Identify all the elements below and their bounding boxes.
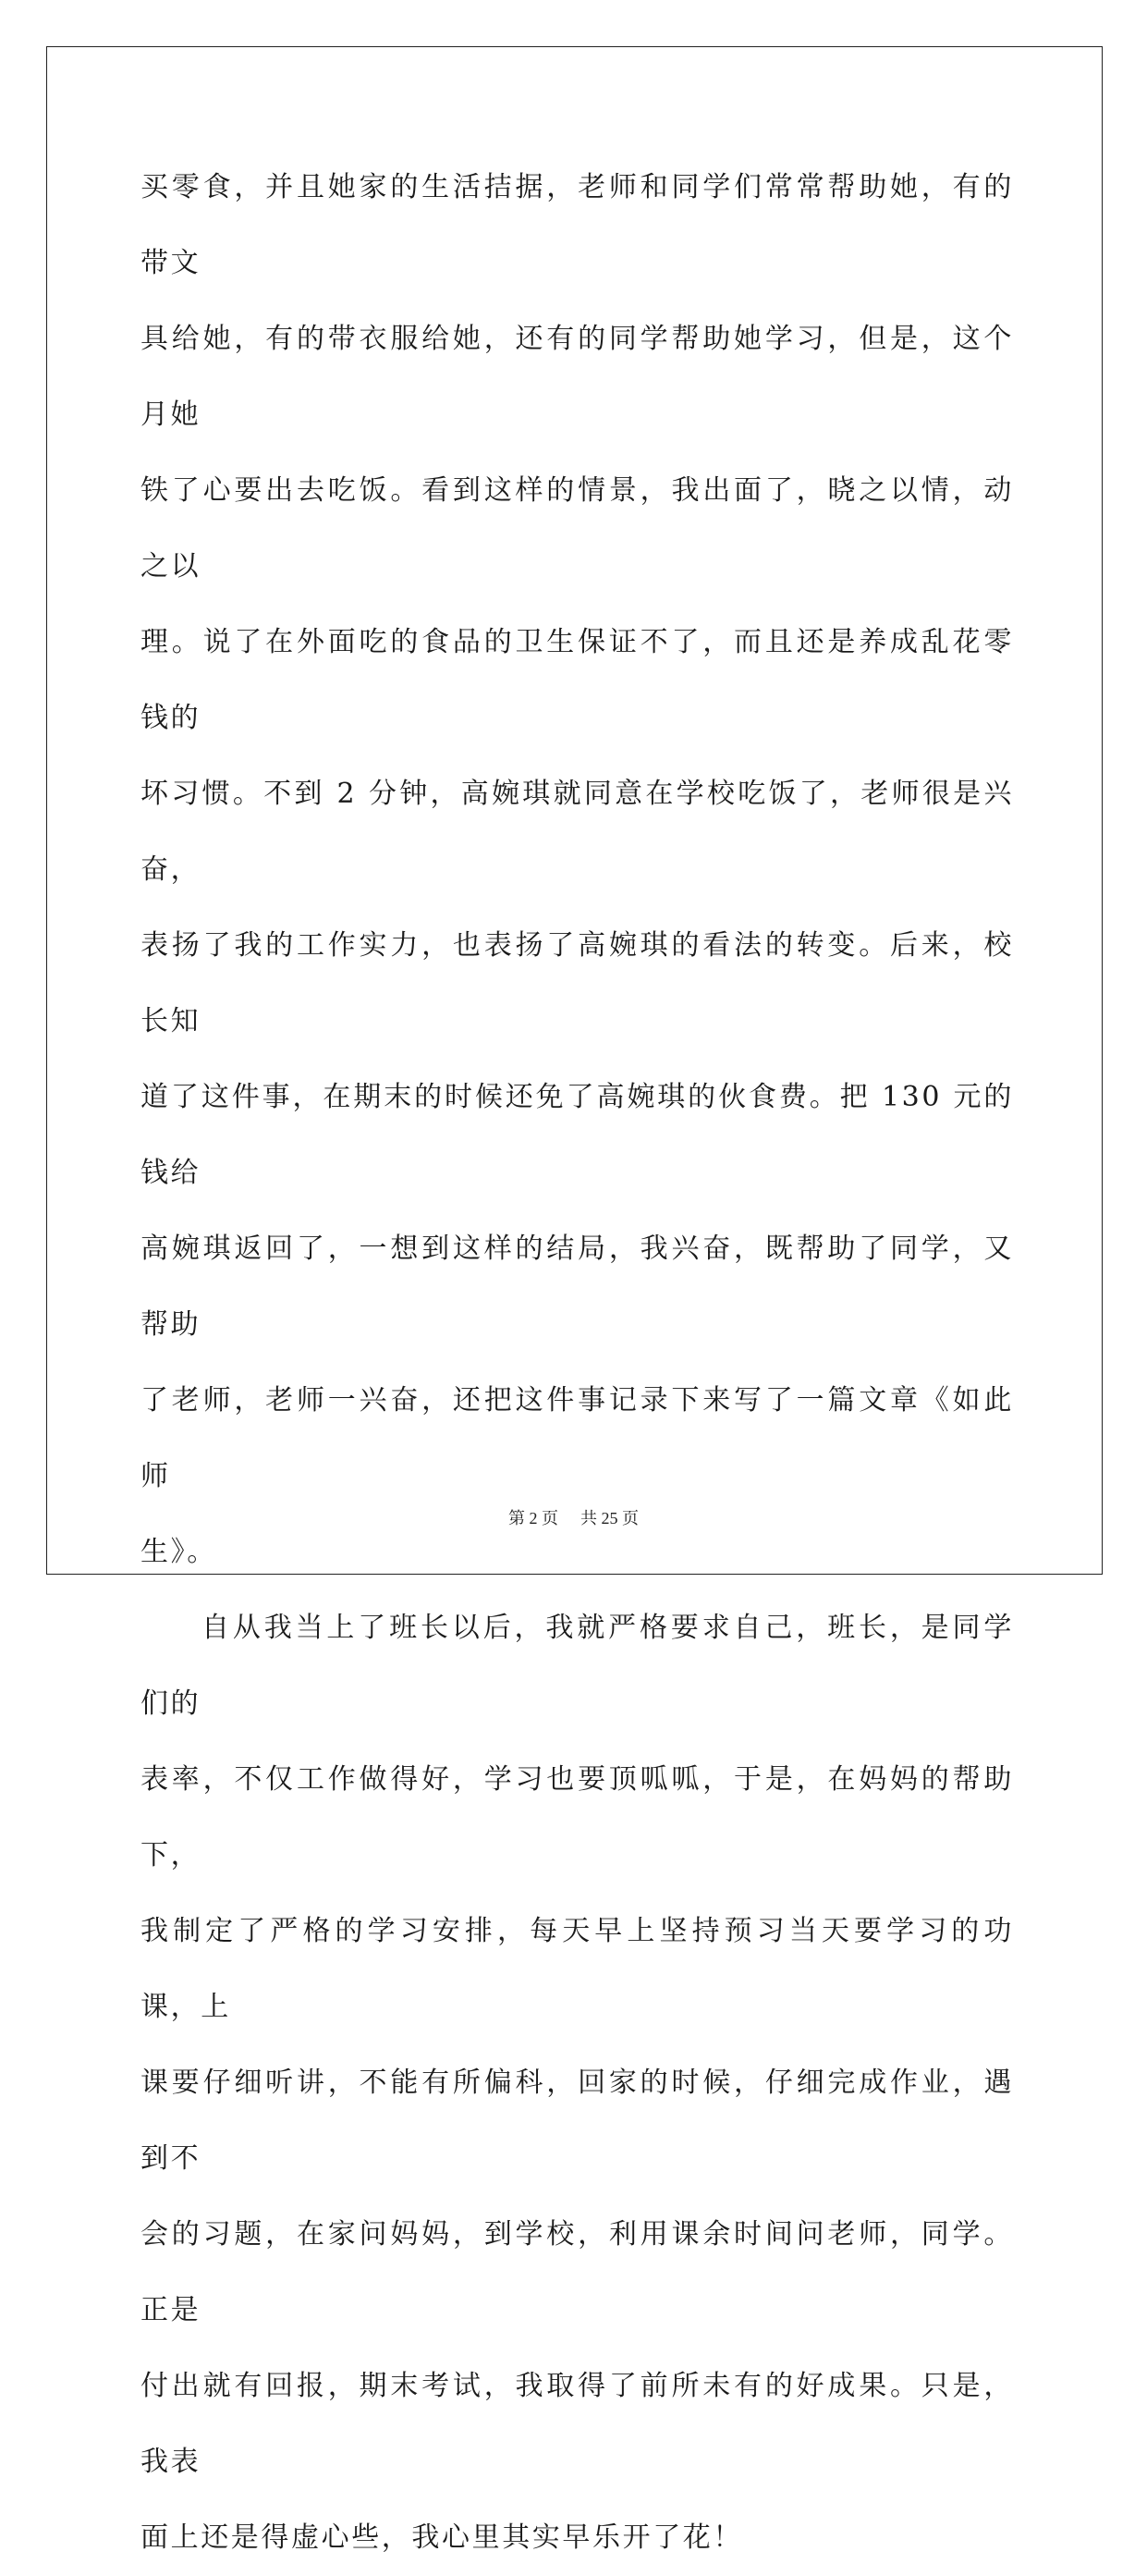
text-line: 课要仔细听讲，不能有所偏科，回家的时候，仔细完成作业，遇到不	[140, 2067, 1014, 2175]
text-line: 理。说了在外面吃的食品的卫生保证不了，而且还是养成乱花零钱的	[140, 626, 1014, 734]
text-line: 会的习题，在家问妈妈，到学校，利用课余时间问老师，同学。正是	[140, 2218, 1014, 2326]
text-line: 道了这件事，在期末的时候还免了高婉琪的伙食费。把 130 元的钱给	[140, 1081, 1014, 1189]
paragraph-start-line: 自从我当上了班长以后，我就严格要求自己，班长，是同学们的	[140, 1612, 1014, 1720]
text-line: 高婉琪返回了，一想到这样的结局，我兴奋，既帮助了同学，又帮助	[140, 1233, 1014, 1341]
page-total: 共 25 页	[580, 1509, 639, 1527]
text-line: 付出就有回报，期末考试，我取得了前所未有的好成果。只是，我表	[140, 2370, 1014, 2478]
text-line: 了老师，老师一兴奋，还把这件事记录下来写了一篇文章《如此师	[140, 1384, 1014, 1492]
text-line: 买零食，并且她家的生活拮据，老师和同学们常常帮助她，有的带文	[140, 171, 1014, 279]
text-line: 铁了心要出去吃饭。看到这样的情景，我出面了，晓之以情，动之以	[140, 474, 1014, 583]
page-footer	[0, 1505, 1147, 1529]
page-number: 第 2 页	[508, 1509, 558, 1527]
text-line: 表率，不仅工作做得好，学习也要顶呱呱，于是，在妈妈的帮助下，	[140, 1763, 1014, 1871]
text-line: 我制定了严格的学习安排，每天早上坚持预习当天要学习的功课，上	[140, 1915, 1014, 2023]
text-line: 生》。	[140, 1536, 217, 1568]
text-line: 坏习惯。不到 2 分钟，高婉琪就同意在学校吃饭了，老师很是兴奋，	[140, 778, 1014, 886]
document-body	[140, 150, 1014, 2576]
text-line: 表扬了我的工作实力，也表扬了高婉琪的看法的转变。后来，校长知	[140, 929, 1014, 1037]
text-line: 面上还是得虚心些，我心里其实早乐开了花！	[140, 2521, 743, 2554]
text-line: 具给她，有的带衣服给她，还有的同学帮助她学习，但是，这个月她	[140, 323, 1014, 431]
